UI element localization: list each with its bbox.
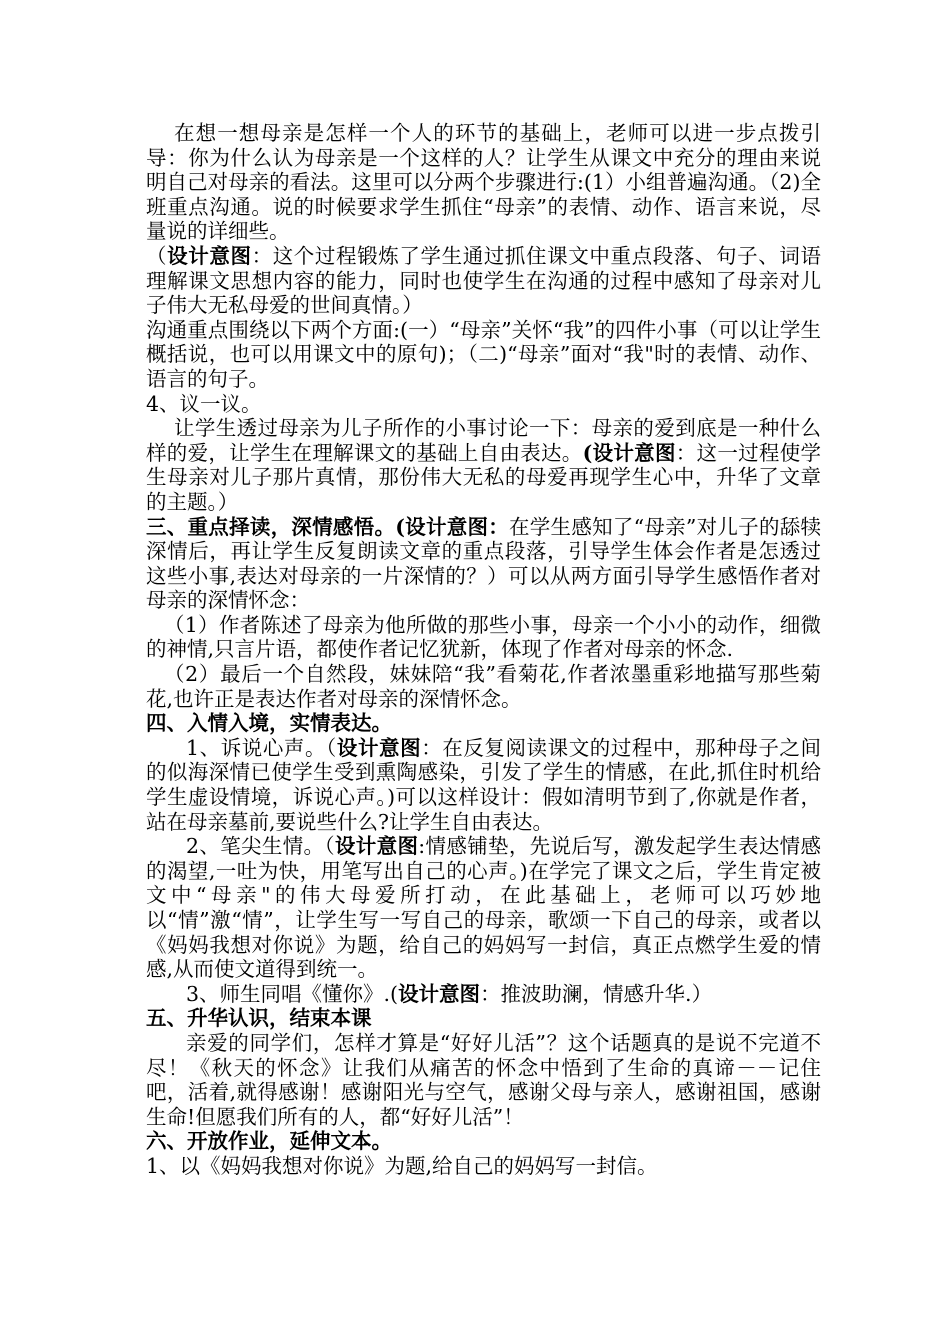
bold-text: 四、入情入境，实情表达。 [146,711,392,736]
paragraph [146,244,821,318]
paragraph [146,1154,821,1179]
paragraph [146,318,821,392]
paragraph [146,613,821,662]
paragraph [146,1006,821,1031]
text-run: 在学生感知了“母亲”对儿子的舔犊深情后，再让学生反复朗读文章的重点段落，引导学生体会作者是怎透过这些小事,表达对母亲的一片深情的？）可以从两方面引导学生感悟作者对母亲的深情怀念： [146,514,821,613]
text-run: 3、师生同唱《懂你》.( [186,981,399,1006]
paragraph [146,982,821,1007]
bold-text: 设计意图 [398,981,481,1006]
paragraph [146,392,821,417]
text-run: 2、笔尖生情。（ [186,834,335,859]
text-run: 沟通重点围绕以下两个方面:(一）“母亲”关怀“我”的四件小事（可以让学生概括说，也可以用课文中的原句)；（二)“母亲”面对“我"时的表情、动作、语言的句子。 [146,317,821,391]
paragraph [146,1031,821,1129]
text-run: :情感铺垫，先说后写，激发起学生表达情感的渴望,一吐为快，用笔写出自己的心声。)在学完了课文之后，学生肯定被文中“母亲"的伟大母爱所打动，在此基础上，老师可以巧妙地以“情”激“情”，让学生写一写自己的母亲，歌颂一下自己的母亲，或者以《妈妈我想对你说》为题，给自己的妈妈写一封信，真正点燃学生爱的情感,从而使文道得到统一。 [146,834,822,982]
document-page [146,121,821,1179]
bold-text: 设计意图 [336,735,422,760]
bold-text: 设计意图 [334,834,419,859]
text-run: ：在反复阅读课文的过程中，那种母子之间的似海深情已使学生受到熏陶感染，引发了学生的情感，在此,抓住时机给学生虚设情境，诉说心声。)可以这样设计：假如清明节到了,你就是作者，站在母亲墓前,要说些什么?让学生自由表达。 [146,735,822,834]
bold-text: 设计意图 [167,243,252,268]
text-run: ：这一过程使学生母亲对儿子那片真情，那份伟大无私的母爱再现学生心中，升华了文章的主题。） [146,440,822,514]
paragraph [146,662,821,711]
paragraph [146,515,821,613]
bold-text: 三、重点择读，深情感悟。(设计意图： [146,514,510,539]
text-run: 4、议一议。 [146,391,262,416]
text-run: （1）作者陈述了母亲为他所做的那些小事，母亲一个小小的动作，细微的神情,只言片语，都使作者记忆犹新，体现了作者对母亲的怀念. [146,612,821,662]
paragraph [146,711,821,736]
text-run: 1、诉说心声。（ [186,735,337,760]
text-run: 1、以《妈妈我想对你说》为题,给自己的妈妈写一封信。 [146,1153,658,1178]
text-run: 亲爱的同学们，怎样才算是“好好儿活”？这个话题真的是说不完道不尽！《秋天的怀念》让我们从痛苦的怀念中悟到了生命的真谛－－记住吧，活着,就得感谢！感谢阳光与空气，感谢父母与亲人，感谢祖国，感谢生命!但愿我们所有的人，都“好好儿活”！ [146,1030,821,1129]
paragraph [146,416,821,514]
text-run: （ [146,243,168,268]
text-run: ：推波助澜，情感升华.） [480,981,713,1006]
text-run: ：这个过程锻炼了学生通过抓住课文中重点段落、句子、词语理解课文思想内容的能力，同时也使学生在沟通的过程中感知了母亲对儿子伟大无私母爱的世间真情。） [146,243,822,318]
text-run: 让学生透过母亲为儿子所作的小事讨论一下：母亲的爱到底是一种什么样的爱，让学生在理解课文的基础上自由表达。 [146,416,821,465]
paragraph [146,736,821,834]
paragraph [146,834,821,982]
bold-text: (设计意图 [582,440,676,465]
text-run: （2）最后一个自然段，妹妹陪“我”看菊花,作者浓墨重彩地描写那些菊花,也许正是表达作者对母亲的深情怀念。 [146,662,821,711]
paragraph [146,121,821,244]
bold-text: 五、升华认识，结束本课 [146,1006,372,1031]
bold-text: 六、开放作业，延伸文本。 [146,1129,392,1154]
text-run: 在想一想母亲是怎样一个人的环节的基础上，老师可以进一步点拨引导：你为什么认为母亲是一个这样的人？让学生从课文中充分的理由来说明自己对母亲的看法。这里可以分两个步骤进行:(1）小组普遍沟通。（2)全班重点沟通。说的时候要求学生抓住“母亲”的表情、动作、语言来说，尽量说的详细些。 [146,121,821,244]
paragraph [146,1129,821,1154]
